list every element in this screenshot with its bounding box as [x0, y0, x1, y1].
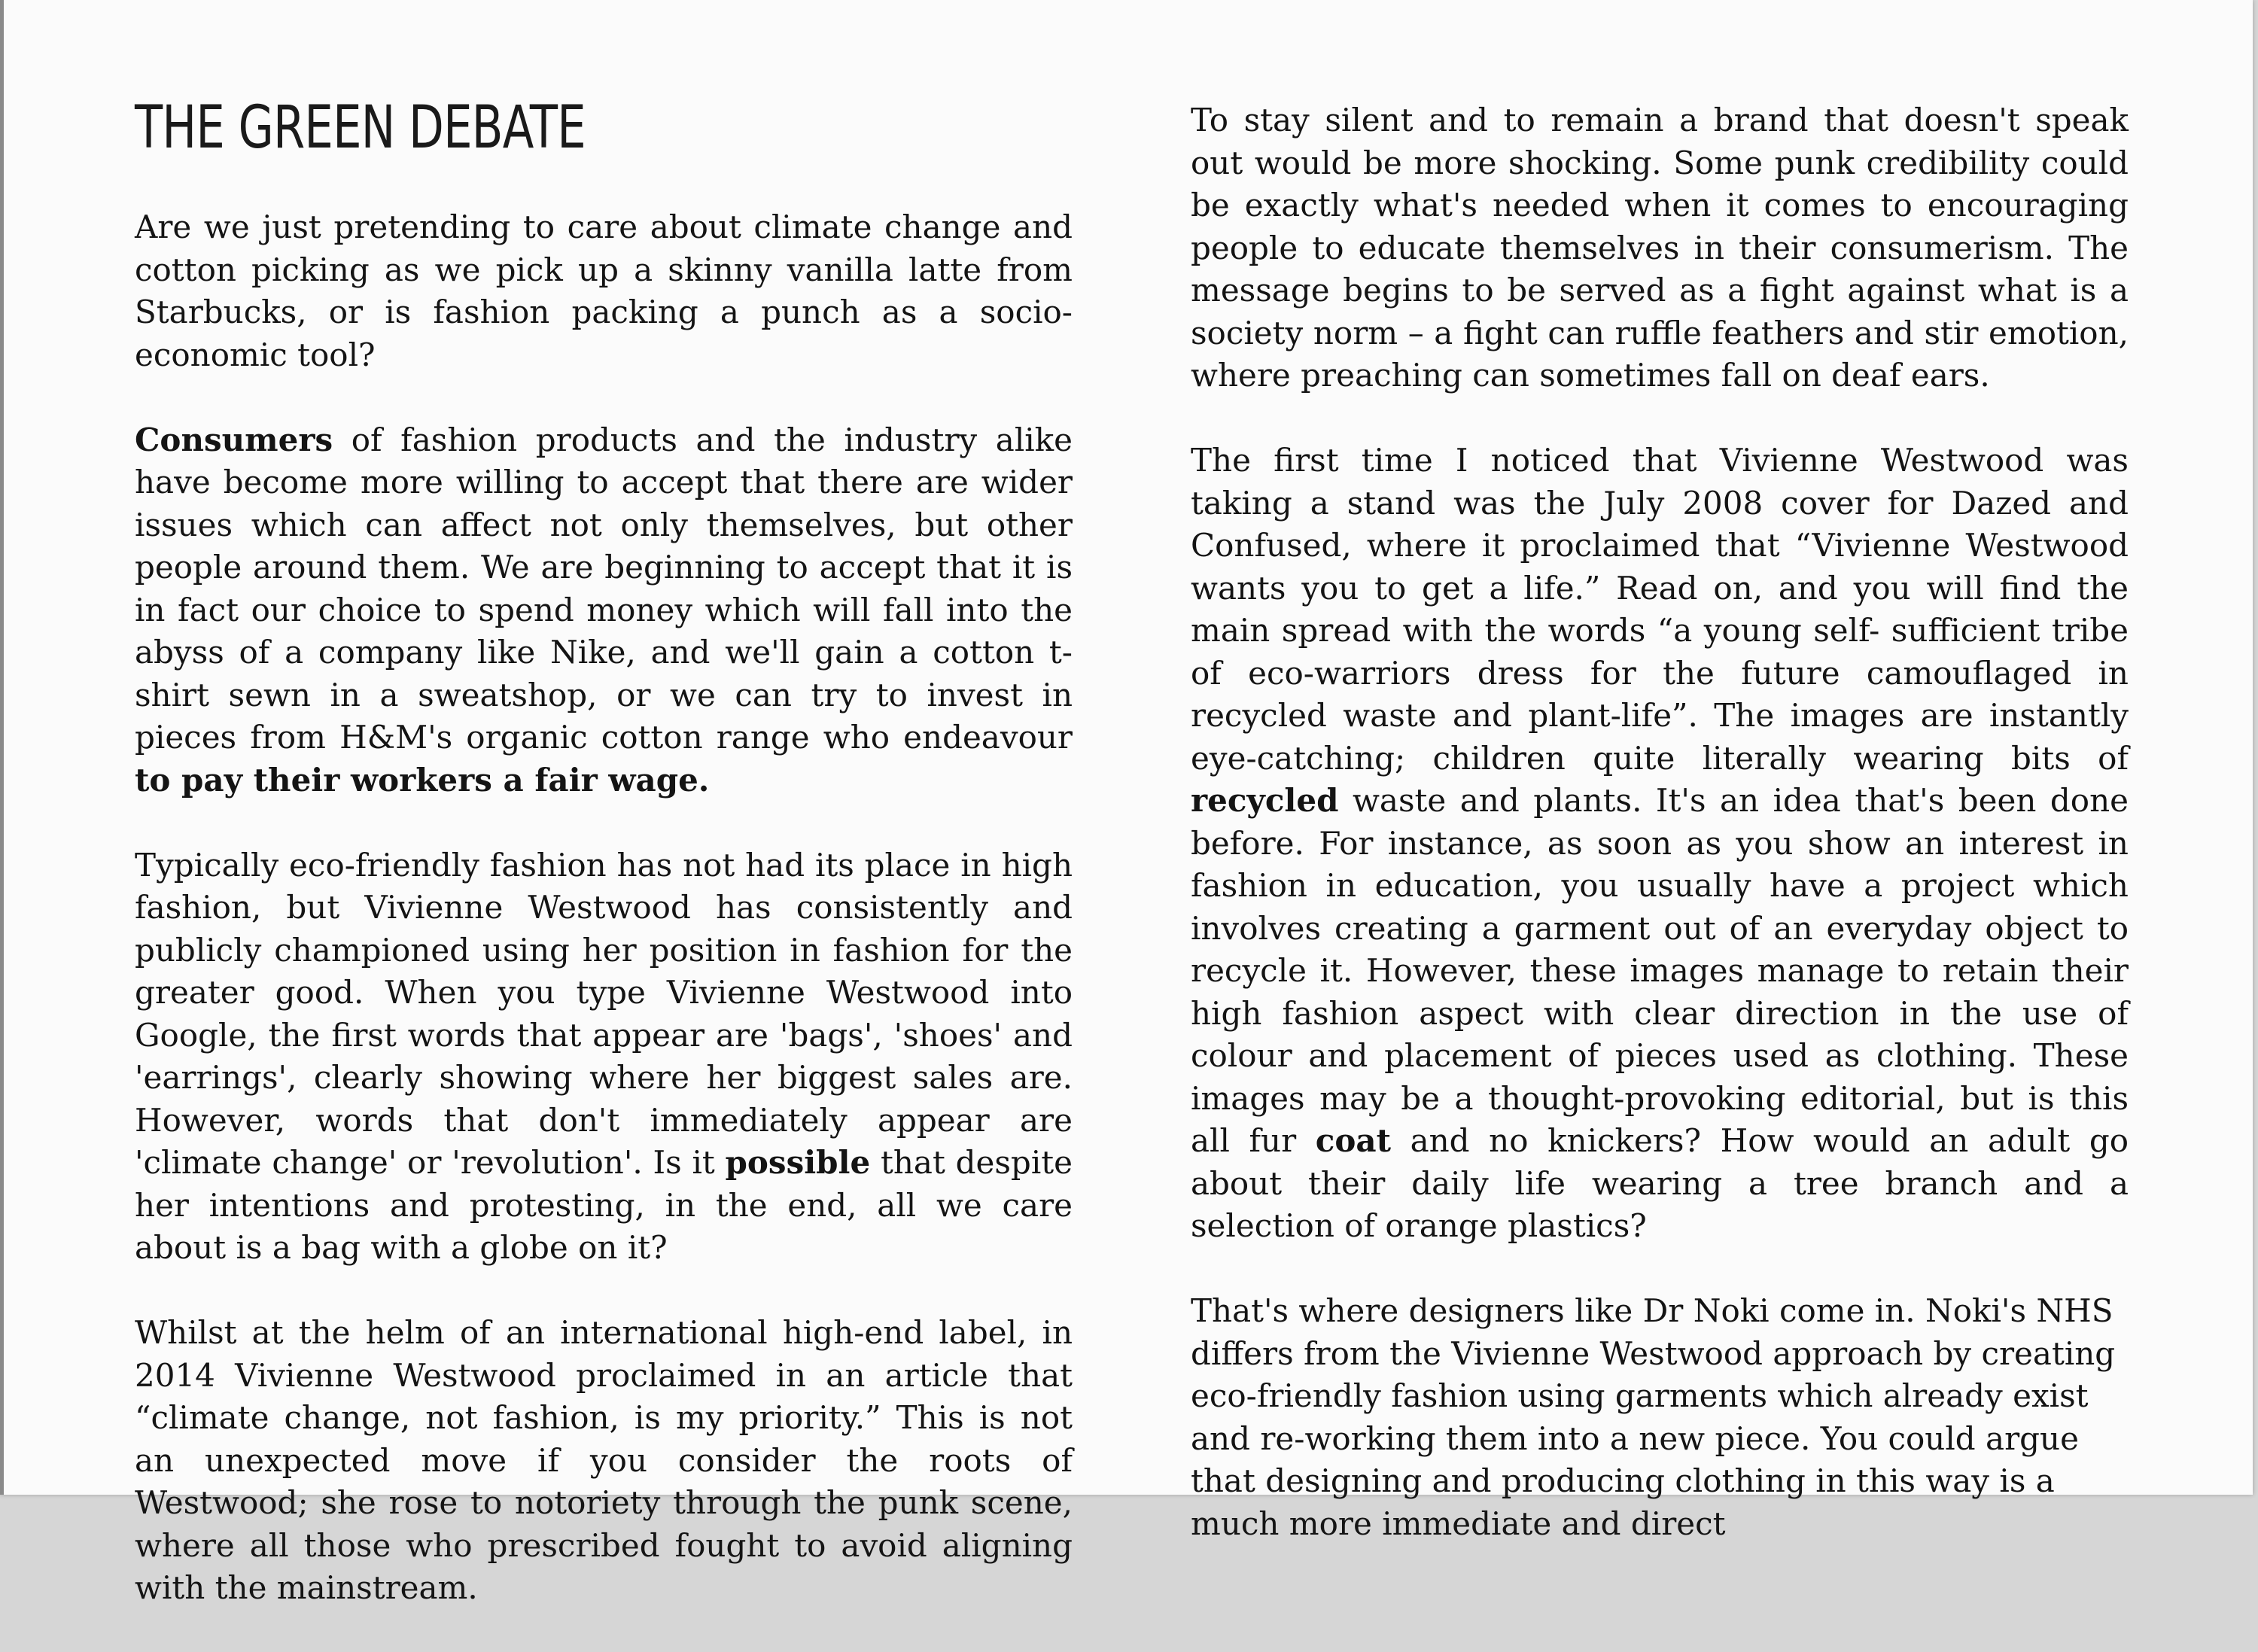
bold-coat: coat — [1315, 1122, 1391, 1159]
left-paragraph-3-end: that despite her intentions and protesting, in the end, all we care about is a bag with a globe on it? — [135, 1144, 1073, 1266]
article-title: THE GREEN DEBATE — [135, 94, 586, 162]
right-paragraph-1: To stay silent and to remain a brand that doesn't speak out would be more shocking. Some punk credibility could be exactly what's needed when it comes to encouraging people to educate themselves in their consumerism. The message begins to be served as a fight against what is a society norm – a fight can ruffle feathers and stir emotion, where preaching can sometimes fall on deaf ears. — [1191, 102, 2129, 394]
left-column — [135, 0, 1073, 1652]
right-paragraph-3: That's where designers like Dr Noki come in. Noki's NHS differs from the Vivienne Westwood approach by creating eco-friendly fashion using garments which already exist and re-working them into a new piece. You could argue that designing and producing clothing in this way is a much more immediate and direct — [1191, 1292, 2116, 1542]
left-paragraph-3-body: Typically eco-friendly fashion has not had its place in high fashion, but Vivienne Westwood has consistently and publicly championed using her position in fashion for the greater good. When you type Vivienne Westwood into Google, the first words that appear are 'bags', 'shoes' and 'earrings', clearly showing where her biggest sales are. However, words that don't immediately appear are 'climate change' or 'revolution'. Is it — [135, 846, 1073, 1181]
left-paragraph-3 — [135, 844, 1073, 1270]
bold-fair-wage: to pay their workers a fair wage. — [135, 761, 710, 799]
bold-recycled: recycled — [1191, 782, 1339, 819]
bold-consumers: Consumers — [135, 421, 333, 458]
right-column — [1191, 0, 2129, 1588]
bold-possible: possible — [725, 1144, 871, 1181]
left-paragraph-4: Whilst at the helm of an international high-end label, in 2014 Vivienne Westwood proclaimed in an article that “climate change, not fashion, is my priority.” This is not an unexpected move if you consider the roots of Westwood; she rose to notoriety through the punk scene, where all those who prescribed fought to avoid aligning with the mainstream. — [135, 1314, 1073, 1606]
right-paragraph-2-a: The first time I noticed that Vivienne Westwood was taking a stand was the July 2008 cover for Dazed and Confused, where it proclaimed that “Vivienne Westwood wants you to get a life.” Read on, and you will find the main spread with the words “a young self- sufficient tribe of eco-warriors dress for the future camouflaged in recycled waste and plant-life”. The images are instantly eye-catching; children quite literally wearing bits of — [1191, 442, 2129, 777]
right-paragraph-2-c: and no knickers? How would an adult go about their daily life wearing a tree branch and a selection of orange plastics? — [1191, 1122, 2129, 1244]
right-paragraph-2-b: waste and plants. It's an idea that's been done before. For instance, as soon as you show an interest in fashion in education, you usually have a project which involves creating a garment out of an everyday object to recycle it. However, these images manage to retain their high fashion aspect with clear direction in the use of colour and placement of pieces used as clothing. These images may be a thought-provoking editorial, but is this all fur — [1191, 782, 2129, 1159]
left-paragraph-2 — [135, 419, 1073, 802]
left-paragraph-2-body: of fashion products and the industry alike have become more willing to accept that there are wider issues which can affect not only themselves, but other people around them. We are beginning to accept that it is in fact our choice to spend money which will fall into the abyss of a company like Nike, and we'll gain a cotton t-shirt sewn in a sweatshop, or we can try to invest in pieces from H&M's organic cotton range who endeavour — [135, 421, 1073, 756]
right-paragraph-2 — [1191, 440, 2129, 1248]
left-paragraph-1: Are we just pretending to care about climate change and cotton picking as we pick up a skinny vanilla latte from Starbucks, or is fashion packing a punch as a socio-economic tool? — [135, 208, 1073, 373]
